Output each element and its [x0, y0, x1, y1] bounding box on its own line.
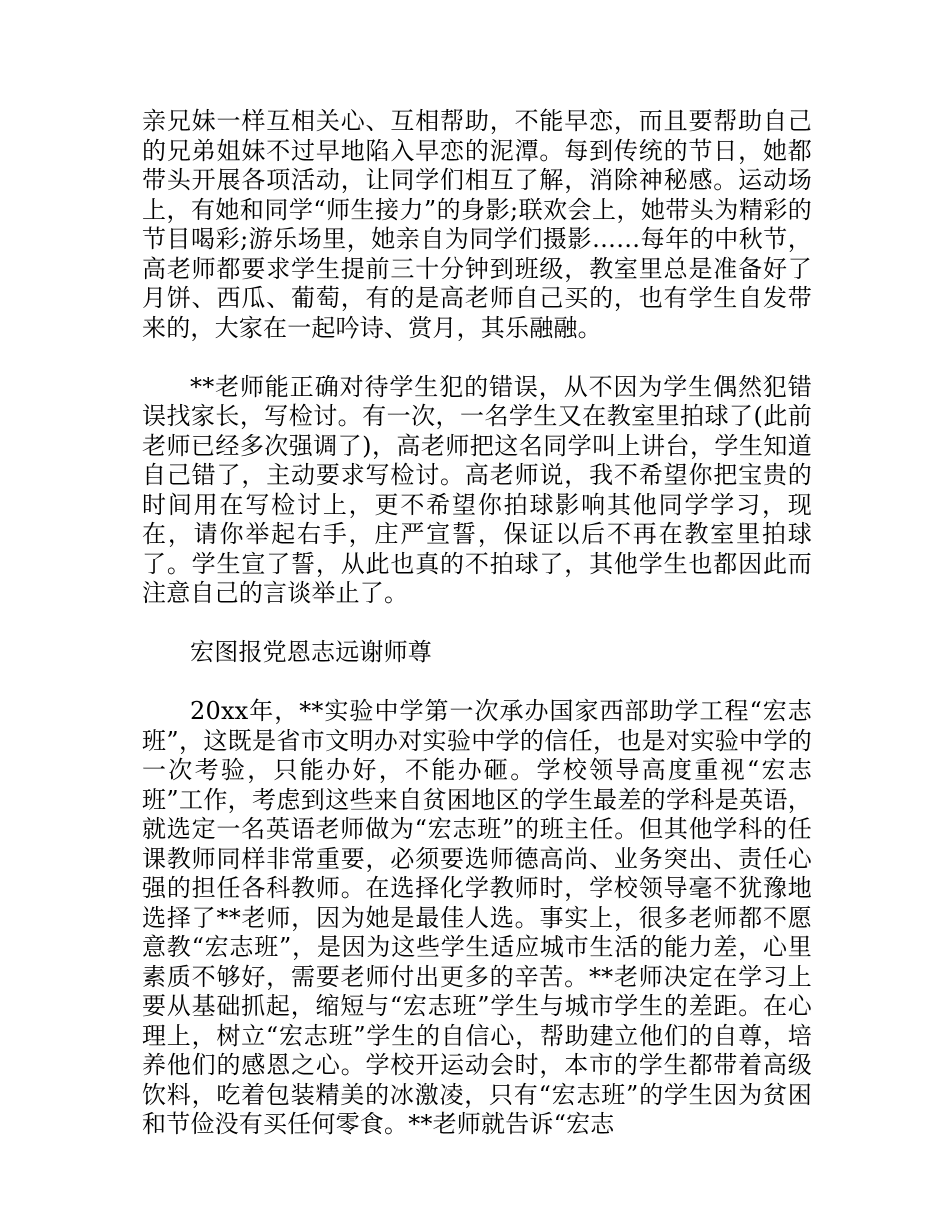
section-heading: 宏图报党恩志远谢师尊 — [190, 638, 432, 666]
paragraph-1: 亲兄妹一样互相关心、互相帮助，不能早恋，而且要帮助自己的兄弟姐妹不过早地陷入早恋的泥潭。每到传统的节日，她都带头开展各项活动，让同学们相互了解，消除神秘感。运动场上，有她和同学“师生接力”的身影;联欢会上，她带头为精彩的节目喝彩;游乐场里，她亲自为同学们摄影……每年的中秋节，高老师都要求学生提前三十分钟到班级，教室里总是准备好了月饼、西瓜、葡萄，有的是高老师自己买的，也有学生自发带来的，大家在一起吟诗、赏月，其乐融融。 — [142, 107, 812, 342]
paragraph-3: 20xx年，**实验中学第一次承办国家西部助学工程“宏志班”，这既是省市文明办对实验中学的信任，也是对实验中学的一次考验，只能办好，不能办砸。学校领导高度重视“宏志班”工作，考虑到这些来自贫困地区的学生最差的学科是英语，就选定一名英语老师做为“宏志班”的班主任。但其他学科的任课教师同样非常重要，必须要选师德高尚、业务突出、责任心强的担任各科教师。在选择化学教师时，学校领导毫不犹豫地选择了**老师，因为她是最佳人选。事实上，很多老师都不愿意教“宏志班”，是因为这些学生适应城市生活的能力差，心里素质不够好，需要老师付出更多的辛苦。**老师决定在学习上要从基础抓起，缩短与“宏志班”学生与城市学生的差距。在心理上，树立“宏志班”学生的自信心，帮助建立他们的自尊，培养他们的感恩之心。学校开运动会时，本市的学生都带着高级饮料，吃着包装精美的冰激凌，只有“宏志班”的学生因为贫困和节俭没有买任何零食。**老师就告诉“宏志 — [142, 697, 812, 1138]
paragraph-2: **老师能正确对待学生犯的错误，从不因为学生偶然犯错误找家长，写检讨。有一次，一名学生又在教室里拍球了(此前老师已经多次强调了)，高老师把这名同学叫上讲台，学生知道自己错了，主动要求写检讨。高老师说，我不希望你把宝贵的时间用在写检讨上，更不希望你拍球影响其他同学学习，现在，请你举起右手，庄严宣誓，保证以后不再在教室里拍球了。学生宣了誓，从此也真的不拍球了，其他学生也都因此而注意自己的言谈举止了。 — [142, 372, 812, 607]
document-page — [142, 107, 812, 1169]
